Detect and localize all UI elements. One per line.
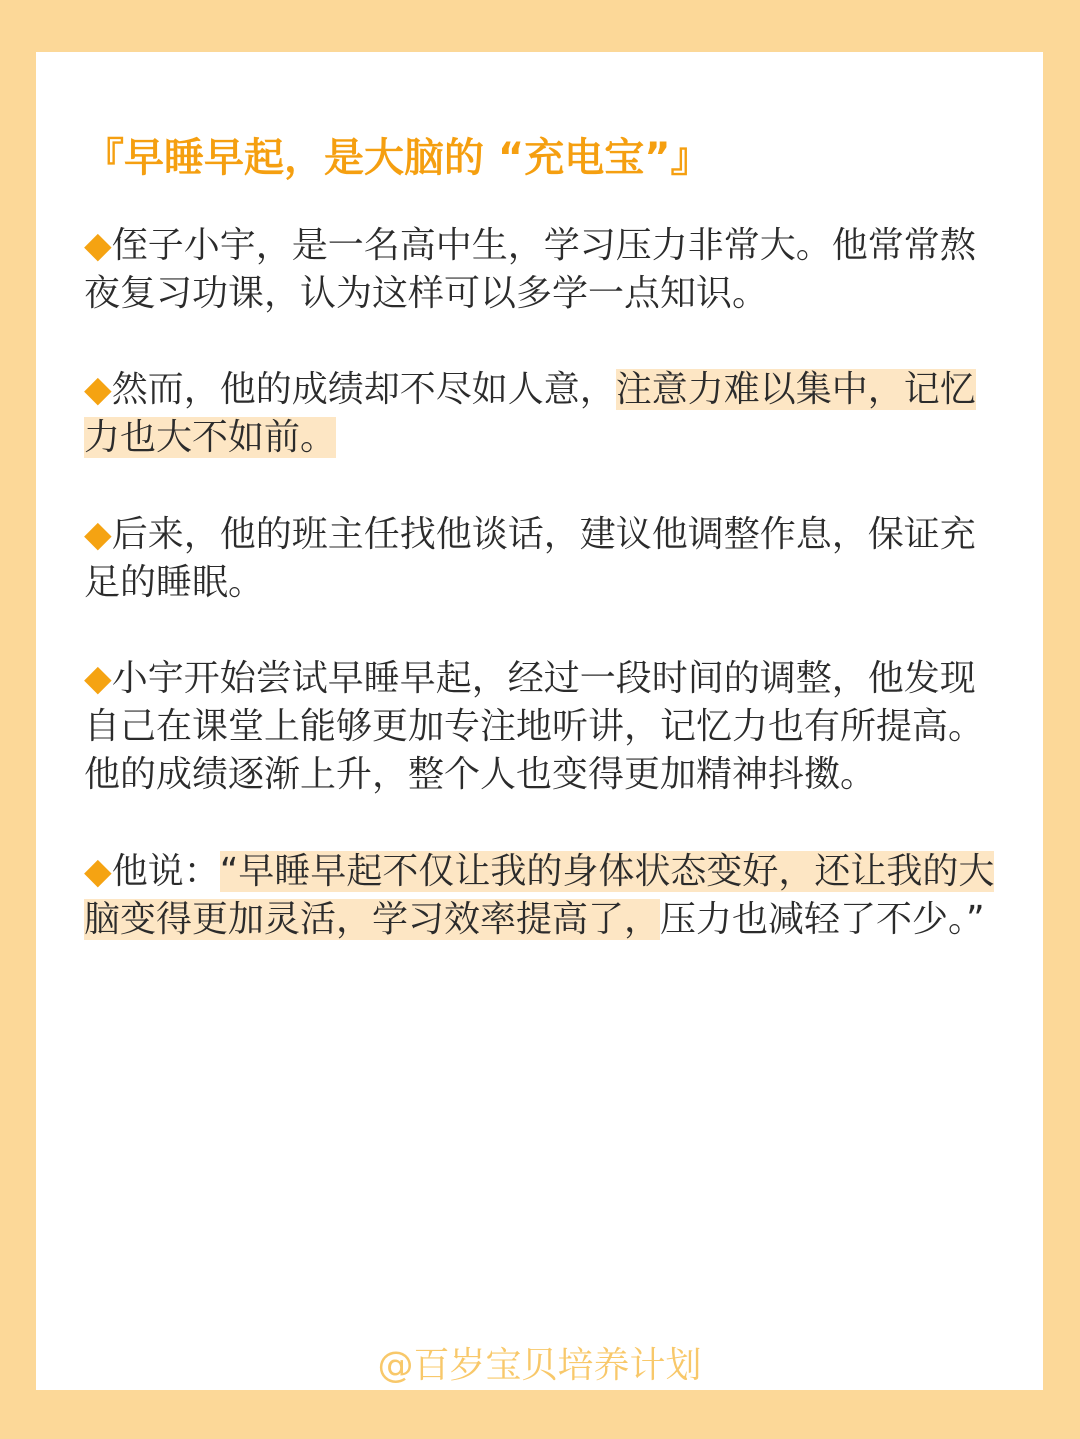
paragraph-5	[84, 848, 1004, 944]
content-card	[36, 52, 1043, 1390]
highlighted-text: 注意力难以集中，记忆力也大不如前。	[84, 369, 976, 458]
page-title: 『早睡早起，是大脑的 “充电宝”』	[84, 135, 711, 181]
paragraph-text-end: 压力也减轻了不少。”	[660, 899, 985, 940]
paragraph-text: 后来，他的班主任找他谈话，建议他调整作息，保证充足的睡眠。	[84, 514, 976, 603]
paragraph-4	[84, 655, 1004, 799]
diamond-bullet-icon: ◆	[84, 369, 112, 410]
author-watermark: @百岁宝贝培养计划	[377, 1345, 702, 1386]
diamond-bullet-icon: ◆	[84, 658, 112, 699]
paragraph-1	[84, 222, 1004, 318]
diamond-bullet-icon: ◆	[84, 514, 112, 555]
diamond-bullet-icon: ◆	[84, 851, 112, 892]
paragraph-text: 他说：	[111, 851, 220, 892]
highlighted-quote: “早睡早起不仅让我的身体状态变好，还让我的大脑变得更加灵活，学习效率提高了，	[84, 851, 995, 940]
paragraph-text: 然而，他的成绩却不尽如人意，	[111, 369, 616, 410]
paragraph-3	[84, 511, 1004, 607]
diamond-bullet-icon: ◆	[84, 225, 112, 266]
paragraph-text: 侄子小宇，是一名高中生，学习压力非常大。他常常熬夜复习功课，认为这样可以多学一点知识。	[84, 225, 976, 314]
paragraph-text: 小宇开始尝试早睡早起，经过一段时间的调整，他发现自己在课堂上能够更加专注地听讲，记忆力也有所提高。他的成绩逐渐上升，整个人也变得更加精神抖擞。	[84, 658, 985, 795]
paragraph-2	[84, 366, 1004, 462]
